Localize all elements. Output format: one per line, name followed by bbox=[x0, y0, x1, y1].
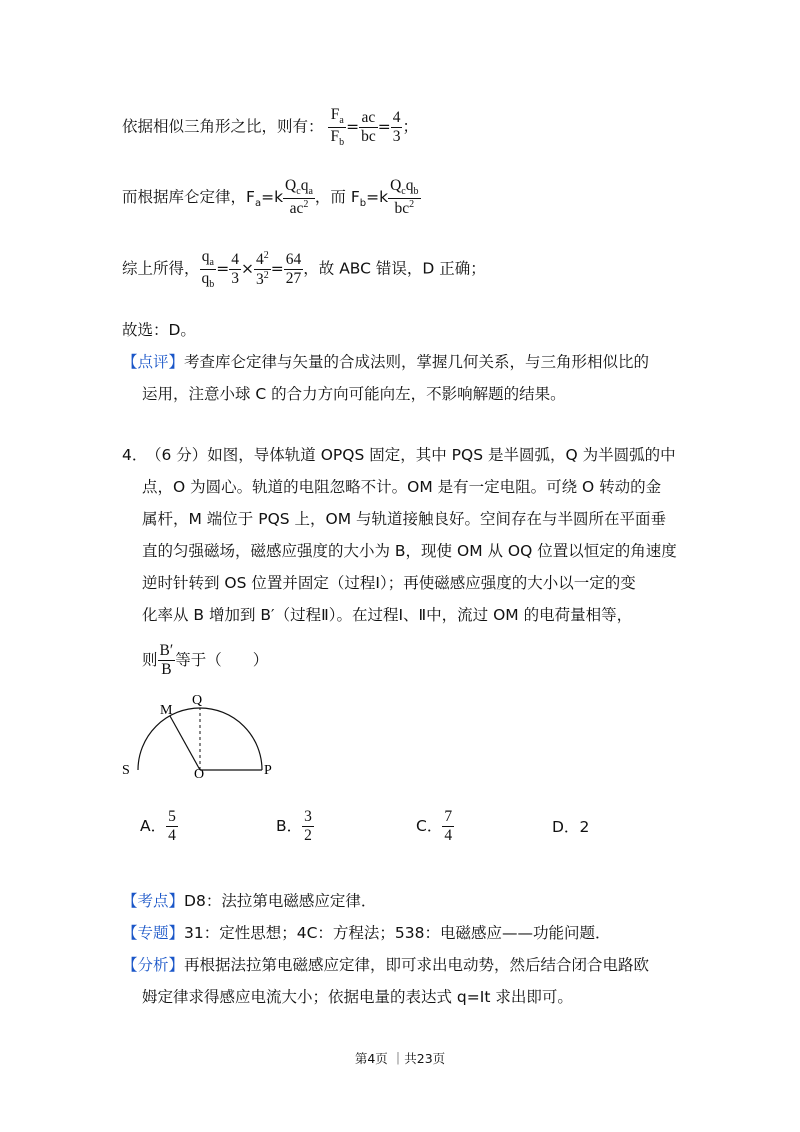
option-d[interactable] bbox=[552, 815, 589, 837]
review-line-2: 运用，注意小球 C 的合力方向可能向左，不影响解题的结果。 bbox=[142, 385, 566, 403]
fraction-4-3 bbox=[391, 109, 403, 146]
kaodian-line bbox=[122, 889, 376, 911]
frac-den-sub: b bbox=[209, 278, 215, 290]
frac-den-sup: 2 bbox=[303, 198, 309, 210]
zhuanti-line bbox=[122, 921, 611, 943]
frac-num-2: q bbox=[300, 177, 309, 194]
frac-num-sub: c bbox=[401, 186, 406, 198]
fraction-4-3 bbox=[229, 251, 241, 288]
solution-line-3 bbox=[122, 248, 486, 290]
frac-num: 7 bbox=[444, 808, 453, 825]
option-label: D． bbox=[552, 818, 580, 836]
frac-num: Q bbox=[390, 177, 402, 194]
line1-tail: ； bbox=[402, 117, 418, 136]
fraction-fa-fb bbox=[328, 106, 346, 148]
solution-line-1 bbox=[122, 106, 418, 148]
frac-den: 3 bbox=[256, 270, 264, 288]
frac-num: 5 bbox=[168, 808, 176, 825]
frac-den: q bbox=[201, 269, 210, 287]
question-ask bbox=[142, 642, 268, 679]
frac-num: 3 bbox=[304, 808, 312, 825]
eq-k: =k bbox=[366, 187, 389, 206]
equals-sign: = bbox=[346, 117, 360, 136]
frac-den: ac bbox=[289, 199, 304, 217]
label-m: M bbox=[160, 703, 173, 718]
page-footer: 第4页 ｜共23页 bbox=[354, 1051, 446, 1066]
frac-den: bc bbox=[394, 199, 410, 217]
frac-num: 4 bbox=[231, 250, 240, 268]
frac-den: 4 bbox=[168, 826, 176, 844]
fb-sub: b bbox=[359, 197, 367, 209]
option-value: 2 bbox=[579, 818, 590, 836]
times-sign: × bbox=[241, 259, 255, 278]
equals-sign: = bbox=[216, 259, 230, 278]
frac-den-sup: 2 bbox=[409, 198, 415, 210]
choice-line: 故选：D。 bbox=[122, 321, 196, 339]
question-line-3: 直的匀强磁场，磁感应强度的大小为 B，现使 OM 从 OQ 位置以恒定的角速度 bbox=[142, 542, 677, 560]
frac-num-2-sub: b bbox=[413, 186, 419, 198]
fb-symbol: F bbox=[350, 187, 360, 206]
ask-post: 等于（ ） bbox=[175, 650, 269, 669]
frac-num: 64 bbox=[285, 250, 302, 268]
frac-den: 3 bbox=[392, 127, 401, 145]
frac-num: Q bbox=[285, 177, 297, 194]
frac-num-sub: c bbox=[296, 186, 301, 198]
review-line-1 bbox=[122, 350, 649, 372]
zhuanti-tag: 【专题】 bbox=[122, 924, 185, 942]
equals-sign: = bbox=[270, 259, 284, 278]
equals-sign: = bbox=[377, 117, 391, 136]
kaodian-text: D8：法拉第电磁感应定律． bbox=[184, 892, 377, 910]
eq-k: =k bbox=[261, 187, 284, 206]
line2-text: 而根据库仑定律， bbox=[122, 187, 247, 206]
question-line-5: 化率从 B 增加到 B′（过程Ⅱ）。在过程Ⅰ、Ⅱ中，流过 OM 的电荷量相等， bbox=[142, 606, 633, 624]
option-b[interactable] bbox=[276, 808, 314, 845]
line1-text: 依据相似三角形之比，则有： bbox=[122, 117, 324, 136]
fenxi-tag: 【分析】 bbox=[122, 956, 185, 974]
fraction-bprime-b bbox=[158, 642, 176, 679]
fraction-64-27 bbox=[284, 251, 304, 288]
fraction-ac-bc bbox=[359, 109, 378, 146]
label-s: S bbox=[122, 763, 130, 778]
frac-den: 2 bbox=[304, 826, 312, 844]
frac-num: B′ bbox=[159, 642, 174, 659]
frac-num-2: q bbox=[405, 177, 414, 194]
frac-den-sup: 2 bbox=[263, 269, 269, 281]
option-label: B． bbox=[276, 816, 303, 835]
frac-num-2-sub: a bbox=[308, 186, 313, 198]
option-fraction bbox=[302, 808, 314, 845]
frac-num-sup: 2 bbox=[263, 249, 269, 261]
frac-den: 3 bbox=[231, 269, 240, 287]
fenxi-text-1: 再根据法拉第电磁感应定律，即可求出电动势，然后结合闭合电路欧 bbox=[184, 956, 650, 974]
label-q: Q bbox=[192, 693, 203, 708]
fa-sub: a bbox=[254, 197, 262, 209]
frac-num: 4 bbox=[392, 108, 401, 126]
option-fraction bbox=[442, 808, 454, 845]
frac-den: B bbox=[161, 660, 172, 678]
frac-den: 4 bbox=[444, 826, 453, 844]
line3-tail: ，故 ABC 错误，D 正确； bbox=[303, 259, 486, 278]
solution-line-2 bbox=[122, 177, 421, 218]
question-line-4: 逆时针转到 OS 位置并固定（过程Ⅰ）；再使磁感应强度的大小以一定的变 bbox=[142, 574, 636, 592]
fraction-qa-qb bbox=[200, 248, 217, 290]
option-fraction bbox=[166, 808, 178, 845]
line2-mid: ，而 bbox=[314, 187, 351, 206]
option-c[interactable] bbox=[416, 808, 454, 845]
question-line-0: （6 分）如图，导体轨道 OPQS 固定，其中 PQS 是半圆弧，Q 为半圆弧的中 bbox=[146, 446, 676, 464]
ask-pre: 则 bbox=[142, 650, 158, 669]
frac-num-sub: a bbox=[339, 115, 344, 127]
question-line-1: 点，O 为圆心。轨道的电阻忽略不计。OM 是有一定电阻。可绕 O 转动的金 bbox=[142, 478, 662, 496]
option-a[interactable] bbox=[140, 808, 178, 845]
frac-den: F bbox=[330, 127, 340, 145]
frac-den: 27 bbox=[285, 269, 302, 287]
rod-om bbox=[170, 716, 200, 770]
fenxi-line-1 bbox=[122, 953, 649, 975]
fraction-coulomb-a bbox=[283, 177, 315, 218]
review-text-1: 考查库仑定律与矢量的合成法则，掌握几何关系，与三角形相似比的 bbox=[184, 353, 650, 371]
fenxi-line-2: 姆定律求得感应电流大小；依据电量的表达式 q=It 求出即可。 bbox=[142, 988, 573, 1006]
question-line-2: 属杆，M 端位于 PQS 上，OM 与轨道接触良好。空间存在与半圆所在平面垂 bbox=[142, 510, 667, 528]
option-label: C． bbox=[416, 816, 443, 835]
line3-text: 综上所得， bbox=[122, 259, 200, 278]
frac-den: bc bbox=[361, 127, 376, 145]
fraction-coulomb-b bbox=[388, 177, 420, 218]
kaodian-tag: 【考点】 bbox=[122, 892, 185, 910]
fa-symbol: F bbox=[246, 187, 255, 206]
semicircle-figure bbox=[118, 690, 278, 780]
frac-num: 4 bbox=[256, 250, 264, 268]
frac-den-sub: b bbox=[339, 136, 345, 148]
question-number: 4． bbox=[122, 446, 148, 464]
review-tag: 【点评】 bbox=[122, 353, 185, 371]
label-p: P bbox=[264, 763, 272, 778]
frac-num-sub: a bbox=[209, 257, 214, 269]
zhuanti-text: 31：定性思想；4C：方程法；538：电磁感应——功能问题． bbox=[184, 924, 611, 942]
label-o: O bbox=[194, 767, 205, 780]
frac-num: ac bbox=[359, 109, 378, 128]
option-label: A． bbox=[140, 816, 167, 835]
frac-num: F bbox=[330, 106, 340, 123]
fraction-42-32 bbox=[254, 250, 271, 289]
frac-num: q bbox=[201, 248, 210, 265]
